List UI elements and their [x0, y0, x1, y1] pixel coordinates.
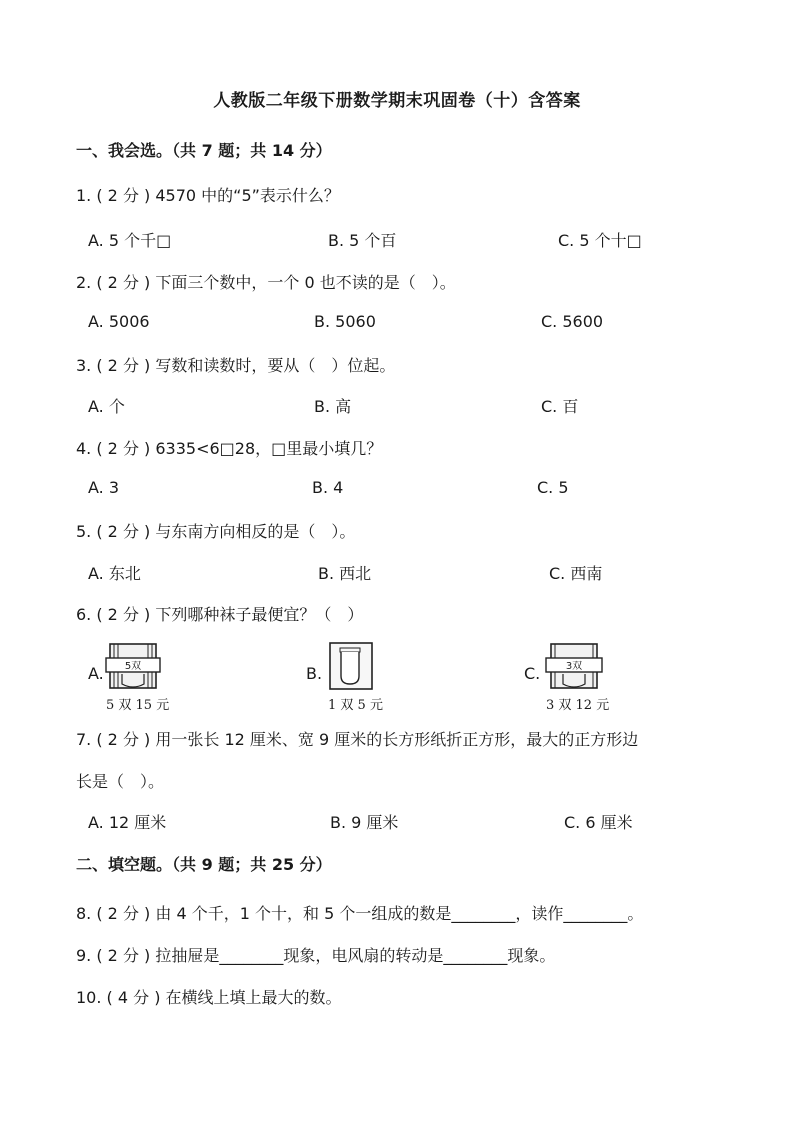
section-heading-fill-in: 二、填空题。（共 9 题；共 25 分） — [76, 855, 332, 874]
question-2: 2. ( 2 分 ) 下面三个数中，一个 0 也不读的是（ ）。 — [76, 273, 456, 292]
question-3-option-c: C. 百 — [541, 397, 579, 416]
question-3-option-a: A. 个 — [88, 397, 125, 416]
question-7-line-1: 7. ( 2 分 ) 用一张长 12 厘米、宽 9 厘米的长方形纸折正方形，最大的正方形边 — [76, 730, 639, 749]
question-6: 6. ( 2 分 ) 下列哪种袜子最便宜？（ ） — [76, 605, 364, 624]
sock-pack-3-label: 3双 — [565, 661, 583, 672]
question-6-option-c-caption: 3 双 12 元 — [546, 698, 610, 713]
question-7-option-a: A. 12 厘米 — [88, 813, 167, 832]
question-1-option-b: B. 5 个百 — [328, 231, 397, 250]
question-6-option-c-letter: C. — [524, 664, 541, 683]
question-7-option-c: C. 6 厘米 — [564, 813, 633, 832]
question-4-option-b: B. 4 — [312, 478, 344, 497]
sock-pack-3-icon — [544, 640, 604, 692]
question-1-option-c: C. 5 个十□ — [558, 231, 642, 250]
question-4-option-a: A. 3 — [88, 478, 120, 497]
question-3: 3. ( 2 分 ) 写数和读数时，要从（ ）位起。 — [76, 356, 396, 375]
question-6-option-a-caption: 5 双 15 元 — [106, 698, 170, 713]
sock-pack-5-icon — [104, 640, 162, 692]
question-4-option-c: C. 5 — [537, 478, 569, 497]
question-5-option-c: C. 西南 — [549, 564, 603, 583]
question-5-option-b: B. 西北 — [318, 564, 372, 583]
question-4: 4. ( 2 分 ) 6335<6□28，□里最小填几？ — [76, 439, 383, 458]
single-sock-icon — [326, 640, 376, 692]
question-2-option-c: C. 5600 — [541, 312, 604, 331]
question-5: 5. ( 2 分 ) 与东南方向相反的是（ ）。 — [76, 522, 356, 541]
page-title: 人教版二年级下册数学期末巩固卷（十）含答案 — [213, 91, 581, 111]
question-2-option-a: A. 5006 — [88, 312, 150, 331]
question-5-option-a: A. 东北 — [88, 564, 141, 583]
question-6-option-a-letter: A. — [88, 664, 104, 683]
question-7-line-2: 长是（ ）。 — [76, 772, 165, 791]
sock-pack-5-label: 5双 — [124, 661, 142, 672]
question-7-option-b: B. 9 厘米 — [330, 813, 399, 832]
question-10: 10. ( 4 分 ) 在横线上填上最大的数。 — [76, 988, 342, 1007]
question-3-option-b: B. 高 — [314, 397, 352, 416]
question-6-option-b-letter: B. — [306, 664, 323, 683]
question-8: 8. ( 2 分 ) 由 4 个千，1 个十，和 5 个一组成的数是________，读作________。 — [76, 904, 644, 923]
question-9: 9. ( 2 分 ) 拉抽屉是________现象，电风扇的转动是________现象。 — [76, 946, 556, 965]
question-6-option-b-caption: 1 双 5 元 — [328, 698, 383, 713]
question-1-option-a: A. 5 个千□ — [88, 231, 172, 250]
section-heading-choice: 一、我会选。（共 7 题；共 14 分） — [76, 141, 332, 160]
question-1: 1. ( 2 分 ) 4570 中的“5”表示什么？ — [76, 186, 340, 205]
question-2-option-b: B. 5060 — [314, 312, 376, 331]
